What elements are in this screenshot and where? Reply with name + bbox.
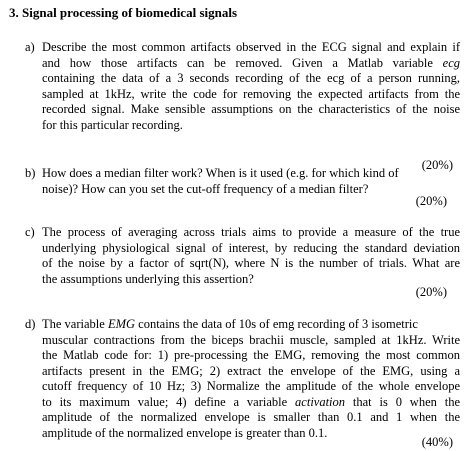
- question-text: [42, 166, 460, 197]
- text-line: The variable EMG contains the data of 10s of emg recording of 3 isometric: [42, 317, 418, 331]
- question-text: [42, 225, 460, 287]
- text-line: and how those artifacts can be removed. Given a Matlab variable ecg: [42, 55, 460, 70]
- question-text: [42, 317, 460, 441]
- text-line: sampled at 1kHz, write the code for removing the expected artifacts from the: [42, 86, 460, 101]
- marks-label: (20%): [415, 194, 447, 208]
- marks-label: (20%): [421, 158, 453, 172]
- text-line: to its maximum value; 4) define a variable activation that is 0 when the: [42, 394, 460, 409]
- text-line: the Matlab code for: 1) pre-processing the EMG, removing the most common: [42, 348, 460, 362]
- text-line: underlying physiological signal of interest, by reducing the standard deviation: [42, 240, 460, 255]
- text-line: artifacts present in the EMG; 2) extract the envelope of the EMG, using a: [42, 363, 460, 378]
- section-heading: 3. Signal processing of biomedical signals: [9, 5, 238, 20]
- question-label: a): [25, 40, 35, 54]
- text-line: of the noise by a factor of sqrt(N), where N is the number of trials. What are: [42, 256, 460, 270]
- text-line: recorded signal. Make sensible assumptions on the characteristics of the noise: [42, 102, 460, 116]
- text-line: How does a median filter work? When is it used (e.g. for which kind of: [42, 166, 399, 180]
- text-line: The process of averaging across trials aims to provide a measure of the true: [42, 225, 460, 239]
- text-line: the assumptions underlying this assertion?: [42, 271, 254, 286]
- question-label: d): [25, 317, 36, 331]
- question-d: [25, 317, 460, 449]
- question-text: [42, 40, 460, 133]
- question-b: [25, 166, 459, 208]
- marks-label: (40%): [421, 435, 453, 449]
- question-c: [25, 225, 460, 299]
- italic-variable: EMG: [107, 317, 136, 331]
- italic-variable: ecg: [442, 55, 460, 70]
- text-line: muscular contractions from the biceps brachii muscle, sampled at 1kHz. Write: [42, 332, 460, 347]
- question-label: c): [25, 225, 35, 239]
- question-a: [25, 40, 460, 172]
- question-label: b): [25, 166, 36, 180]
- text-line: noise)? How can you set the cut-off frequency of a median filter?: [42, 181, 369, 196]
- italic-variable: activation: [295, 394, 346, 409]
- text-line: for this particular recording.: [42, 117, 183, 132]
- text-line: amplitude of the normalized envelope is smaller than 0.1 and 1 when the: [42, 410, 460, 424]
- marks-label: (20%): [415, 285, 447, 299]
- text-line: amplitude of the normalized envelope is greater than 0.1.: [42, 425, 328, 440]
- text-line: cutoff frequency of 10 Hz; 3) Normalize the amplitude of the whole envelope: [42, 379, 460, 393]
- text-line: containing the data of a 3 seconds recording of the ecg of a person running,: [42, 71, 460, 85]
- text-line: Describe the most common artifacts observed in the ECG signal and explain if: [42, 40, 460, 54]
